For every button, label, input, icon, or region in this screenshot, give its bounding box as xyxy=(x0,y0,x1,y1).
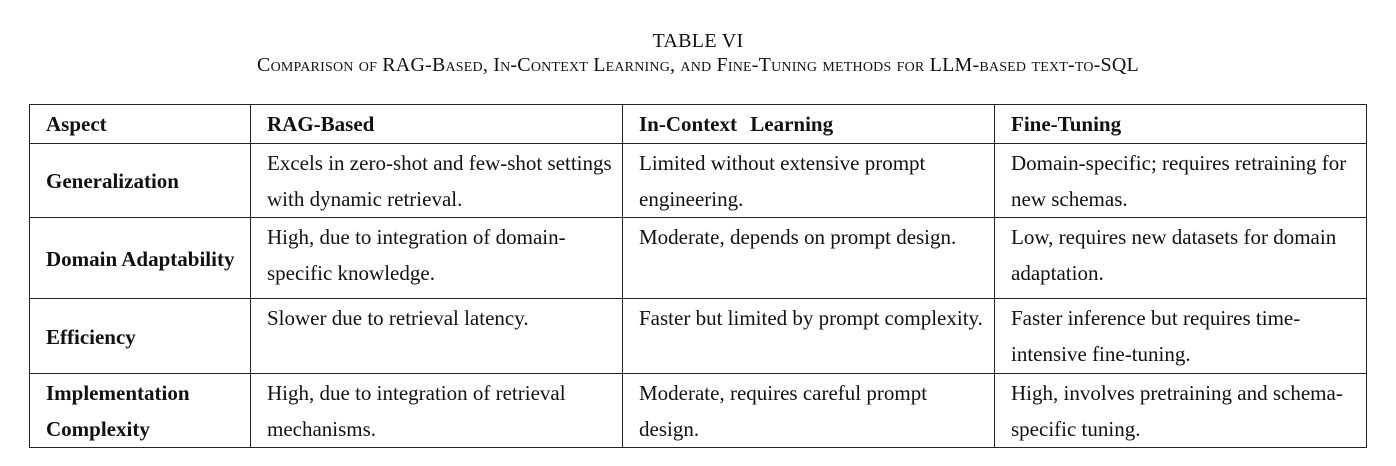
row-aspect: Domain Adaptability xyxy=(30,218,251,299)
in-context-learning-cell: Limited without extensive prompt engineering. xyxy=(623,144,995,218)
fine-tuning-cell: Low, requires new datasets for domain adaptation. xyxy=(995,218,1367,299)
in-context-learning-cell: Moderate, requires careful prompt design. xyxy=(623,374,995,448)
table-row xyxy=(30,144,1367,218)
rag-based-cell: High, due to integration of retrieval mechanisms. xyxy=(251,374,623,448)
rag-based-cell: High, due to integration of domain-specific knowledge. xyxy=(251,218,623,299)
table-header-row xyxy=(30,105,1367,144)
in-context-learning-cell: Moderate, depends on prompt design. xyxy=(623,218,995,299)
fine-tuning-cell: Faster inference but requires time-intensive fine-tuning. xyxy=(995,299,1367,374)
table-caption: Comparison of RAG-Based, In-Context Learning, and Fine-Tuning methods for LLM-based text-to-SQL xyxy=(257,54,1139,76)
comparison-table xyxy=(29,104,1367,448)
table-row xyxy=(30,299,1367,374)
row-aspect: Generalization xyxy=(30,144,251,218)
table-row xyxy=(30,218,1367,299)
rag-based-cell: Slower due to retrieval latency. xyxy=(251,299,623,374)
row-aspect: Implementation Complexity xyxy=(30,374,251,448)
header-in-context-learning: In-Context Learning xyxy=(623,105,995,144)
in-context-learning-cell: Faster but limited by prompt complexity. xyxy=(623,299,995,374)
header-aspect: Aspect xyxy=(30,105,251,144)
header-rag-based: RAG-Based xyxy=(251,105,623,144)
row-aspect: Efficiency xyxy=(30,299,251,374)
fine-tuning-cell: High, involves pretraining and schema-specific tuning. xyxy=(995,374,1367,448)
fine-tuning-cell: Domain-specific; requires retraining for new schemas. xyxy=(995,144,1367,218)
table-row xyxy=(30,374,1367,448)
table-number: TABLE VI xyxy=(652,30,744,52)
rag-based-cell: Excels in zero-shot and few-shot settings with dynamic retrieval. xyxy=(251,144,623,218)
header-fine-tuning: Fine-Tuning xyxy=(995,105,1367,144)
